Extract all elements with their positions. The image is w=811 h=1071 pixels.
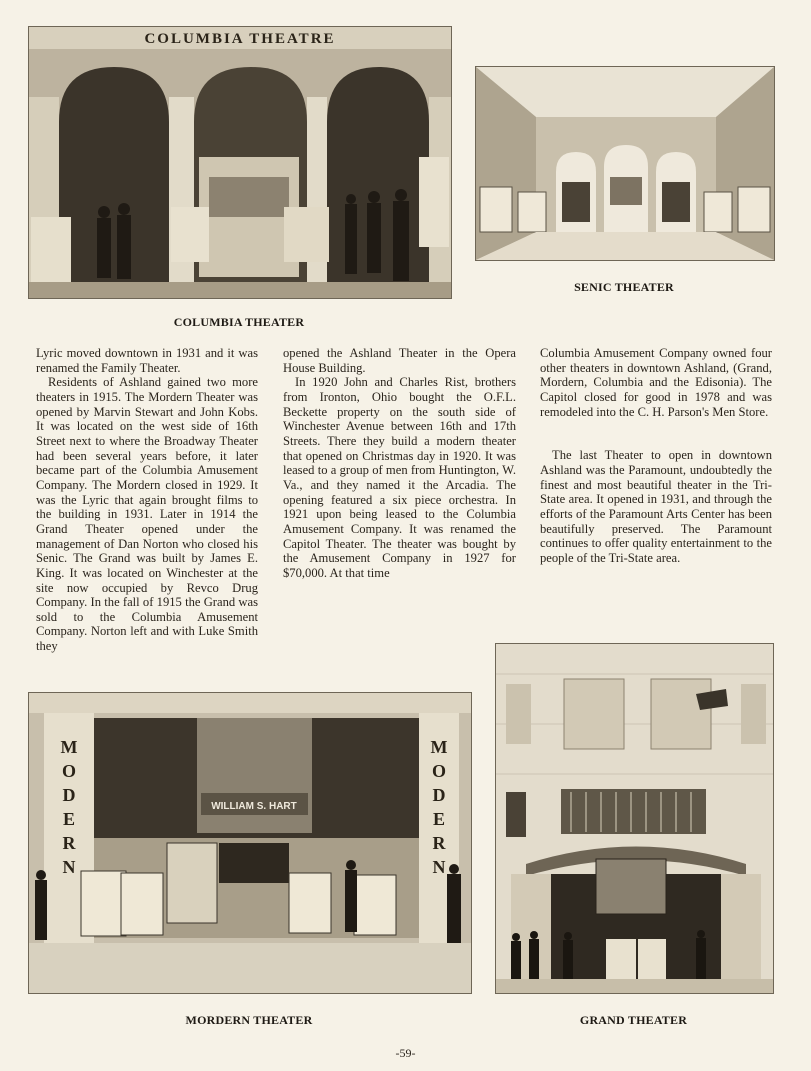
grand-theater-caption: GRAND THEATER [579, 1013, 688, 1027]
modern-poster-title: WILLIAM S. HART [211, 801, 297, 812]
modern-sign-right: M O D E R N [430, 737, 448, 877]
paragraph: Lyric moved downtown in 1931 and it was renamed the Family Theater. [36, 346, 258, 375]
senic-theater-caption: SENIC THEATER [574, 280, 674, 294]
text-column-3 [540, 346, 772, 566]
paragraph: The last Theater to open in downtown Ashland was the Paramount, undoubtedly the finest and most beautiful theater in the Tri-State area. It opened in 1931, and through the efforts of the Paramount Arts Center has been beautifully preserved. The Paramount continues to offer quality entertainment to the people of the Tri-State area. [540, 448, 772, 565]
page-number: -59- [395, 1046, 416, 1060]
columbia-theater-caption: COLUMBIA THEATER [173, 315, 305, 329]
modern-theater-caption: MORDERN THEATER [185, 1013, 313, 1027]
columbia-sign-text: COLUMBIA THEATRE [144, 31, 336, 47]
grand-theater-photo [495, 643, 774, 994]
senic-theater-photo [475, 66, 775, 261]
paragraph: Residents of Ashland gained two more theaters in 1915. The Mordern Theater was opened by Marvin Stewart and John Kobs. It was located on the west side of 16th Street next to where the Broadway Theater had been several years before, it later became part of the Columbia Amusement Company. The Mordern closed in 1929. It was the Lyric that again brought films to the building in 1931. Later in 1914 the Grand Theater opened under the management of Dan Norton who closed his Senic. The Grand was built by James E. King. It was located on Winchester at the site now occupied by Revco Drug Company. In the fall of 1915 the Grand was sold to the Columbia Amusement Company. Norton left and with Luke Smith they [36, 375, 258, 654]
text-column-1 [36, 346, 258, 654]
modern-sign-left: M O D E R N [60, 737, 78, 877]
paragraph: opened the Ashland Theater in the Opera House Building. [283, 346, 516, 375]
text-column-2 [283, 346, 516, 581]
paragraph: Columbia Amusement Company owned four other theaters in downtown Ashland, (Grand, Mordern, Columbia and the Edisonia). The Capitol closed for good in 1978 and was remodeled into the C. H. Parson's Men Store. [540, 346, 772, 419]
columbia-theater-photo [28, 26, 452, 299]
modern-theater-photo [28, 692, 472, 994]
paragraph: In 1920 John and Charles Rist, brothers from Ironton, Ohio bought the O.F.L. Beckette property on the south side of Winchester Avenue between 16th and 17th Streets. There they build a modern theater that opened on Christmas day in 1920. It was leased to a group of men from Huntington, W. Va., and they named it the Arcadia. The opening featured a six piece orchestra. In 1921 upon being leased to the Columbia Amusement Company. It was renamed the Capitol Theater. The theater was bought by the Amusement Company in 1927 for $70,000. At that time [283, 375, 516, 580]
